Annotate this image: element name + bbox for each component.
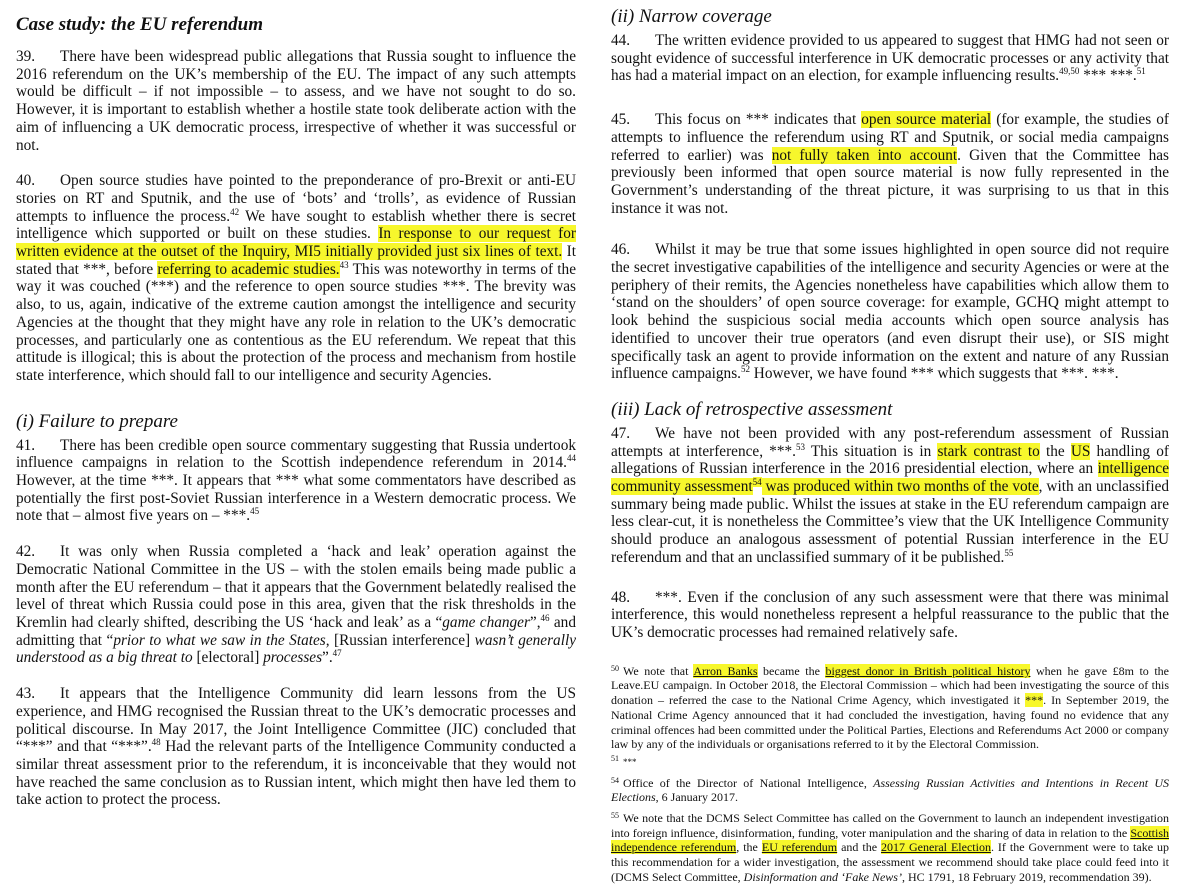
paragraph-45: 45. This focus on *** indicates that open source material (for example, the studies of attempts to influence the referendum using RT and Sputnik, or social media campaigns referred to earlier) was not fully taken into account. Given that the Committee has previously been informed that open source material is now fully represented in the Government’s understanding of the threat picture, it was surprising to us that in this instance it was not. [611,111,1169,217]
footnotes [611,662,1169,885]
footnote-ref: 43 [339,259,349,270]
highlight: Scottish independence referendum [611,825,1169,855]
paragraph-43: 43. It appears that the Intelligence Community did learn lessons from the US experience, and HMG recognised the Russian threat to the UK’s democratic processes and political discourse. In May 2017, the Joint Intelligence Committee (JIC) concluded that “***” and that “***”.$^{48}$ Had the relevant parts of the Intelligence Community conducted a similar threat assessment prior to the referendum, it is inconceivable that they would not have reached the same conclusion as to Russian intent, which might then have led them to take action to protect the process. [16,685,577,809]
paragraph-41: 41. There has been credible open source commentary suggesting that Russia undertook influence campaigns in relation to the Scottish independence referendum in 2014.44 However, at the time ***. It appears that *** what some commentators have described as potentially the first post-Soviet Russian interference in a Western democratic process. We note that – almost five years on – ***.$^{45}$ [16,436,576,525]
highlight: was produced within two months of the vote [761,478,1039,496]
highlight: referring to academic studies. [157,260,340,278]
footnote-ref: 46 [540,612,550,623]
footnote-ref: 52 [740,364,750,375]
paragraph-40: 40. Open source studies have pointed to the preponderance of pro-Brexit or anti-EU stories on RT and Sputnik, and the use of ‘bots’ and ‘trolls’, as evidence of Russian attempts to influence the process.$^{42}$ We have sought to establish whether there is secret intelligence which supported or built on these studies. In response to our request for written evidence at the outset of the Inquiry, MI5 initially provided just six lines of text. It stated that ***, before referring to academic studies.$^{43}$ This was noteworthy in terms of the way it was couched (***) and the reference to open source studies ***. The brevity was also, to us, again, indicative of the extreme caution amongst the intelligence and security Agencies at the thought that they might have any role in relation to the UK’s democratic processes, and particularly one as contentious as the EU referendum. We repeat that this attitude is illogical; this is about the protection of the process and mechanism from hostile state interference, which should fall to our intelligence and security Agencies. [16,172,577,384]
left-column [16,6,576,827]
paragraph-48: 48. ***. Even if the conclusion of any such assessment were that there was minimal interference, this would nonetheless represent a helpful reassurance to the public that the UK’s democratic processes had remained relatively safe. [611,588,1169,641]
footnote-ref: 54 [752,477,762,488]
highlight: stark contrast to [937,442,1040,460]
footnote-ref: 49,50 [1059,66,1080,77]
footnote-ref: 44 [567,453,576,464]
highlight: Arron Banks [693,663,758,678]
footnote-ref: 51 [1136,66,1146,77]
footnote-51: $^{51}$ *** [611,753,637,767]
right-column [611,6,1169,889]
footnote-ref: 42 [230,206,240,217]
highlight: not fully taken into account [771,146,958,164]
footnote-50: $^{50}$ We note that Arron Banks became the biggest donor in British political history when he gave £8m to the Leave.EU campaign. In October 2018, the Electoral Commission – which had been investigating the source of this donation – referred the case to the National Crime Agency, which investigated it ***. In September 2019, the National Crime Agency announced that it had concluded the investigation, having found no evidence that any criminal offences had been committed under the Political Parties, Elections and Referendums Act 2000 or company law by any of the individuals or organisations referred to it by the Electoral Commission. [611,663,1169,752]
footnote-ref: 53 [795,441,805,452]
subheading-lack-of-retrospective-assessment: (iii) Lack of retrospective assessment [611,398,893,420]
paragraph-47: 47. We have not been provided with any post-referendum assessment of Russian attempts at interference, ***.$^{53}$ This situation is in stark contrast to the US handling of allegations of Russian interference in the 2016 presidential election, where an intelligence community assessment$^{54}$ was produced within two months of the vote, with an unclassified summary being made public. Whilst the issues at stake in the EU referendum campaign are less clear-cut, it is nonetheless the Committee’s view that the UK Intelligence Community should produce an analogous assessment of potential Russian interference in the EU referendum and that an unclassified summary of it be published.$^{55}$ [611,424,1170,566]
footnote-54: $^{54}$ Office of the Director of National Intelligence, Assessing Russian Activities and Intentions in Recent US Elections, 6 January 2017. [611,775,1170,805]
highlight: *** [1025,693,1044,708]
highlight: 2017 General Election [881,840,991,855]
highlight: US [1070,442,1091,460]
highlight: biggest donor in British political history [825,663,1031,678]
subheading-failure-to-prepare: (i) Failure to prepare [16,410,178,432]
paragraph-46: 46. Whilst it may be true that some issues highlighted in open source did not require the secret investigative capabilities of the intelligence and security Agencies or were at the periphery of their remits, the Agencies nonetheless have capabilities which allow them to ‘stand on the shoulders’ of open source coverage: for example, GCHQ might attempt to look behind the suspicious social media accounts which open source analysis has identified to uncover their true operators (and even disrupt their use), or SIS might specifically task an agent to provide information on the extent and nature of any Russian influence campaigns.$^{52}$ However, we have found *** which suggests that ***. ***. [611,241,1169,383]
footnote-55: $^{55}$ We note that the DCMS Select Committee has called on the Government to launch an independent investigation into foreign influence, disinformation, funding, voter manipulation and the sharing of data in relation to the Scottish independence referendum, the EU referendum and the 2017 General Election. If the Government were to take up this recommendation for a wider investigation, the assessment we recommend should take place could feed into it (DCMS Select Committee, Disinformation and ‘Fake News’, HC 1791, 18 February 2019, recommendation 39). [611,811,1170,884]
paragraph-44: 44. The written evidence provided to us appeared to suggest that HMG had not seen or sought evidence of successful interference in UK democratic processes or any activity that has had a material impact on an election, for example influencing results.$^{49,50}$ *** ***.$^{51}$ [611,32,1169,85]
highlight: EU referendum [761,840,838,855]
paragraph-39: 39. There have been widespread public allegations that Russia sought to influence the 2016 referendum on the UK’s membership of the EU. The impact of any such attempts would be difficult – if not impossible – to assess, and we have not sought to do so. However, it is important to establish whether a hostile state took deliberate action with the aim of influencing a UK democratic process, irrespective of whether it was successful or not. [16,48,576,154]
case-study-heading: Case study: the EU referendum [16,14,263,35]
footnote-ref: 47 [332,648,342,659]
paragraph-42: 42. It was only when Russia completed a ‘hack and leak’ operation against the Democratic National Committee in the US – with the stolen emails being made public a month after the EU referendum – that it appears that the Government belatedly realised the level of threat which Russia could pose in this area, given that the risk thresholds in the Kremlin had clearly shifted, describing the US ‘hack and leak’ as a “game changer”,$^{46}$ and admitting that “prior to what we saw in the States, [Russian interference] wasn’t generally understood as a big threat to [electoral] processes”.$^{47}$ [16,543,576,667]
footnote-ref: 48 [151,737,161,748]
highlight: open source material [861,111,992,129]
highlight: In response to our request for written evidence at the outset of the Inquiry, MI5 initially provided just six lines of text. [16,225,577,261]
footnote-ref: 55 [1004,547,1014,558]
highlight: intelligence community assessment [611,460,1169,496]
footnote-ref: 45 [250,506,260,517]
subheading-narrow-coverage: (ii) Narrow coverage [611,6,772,27]
